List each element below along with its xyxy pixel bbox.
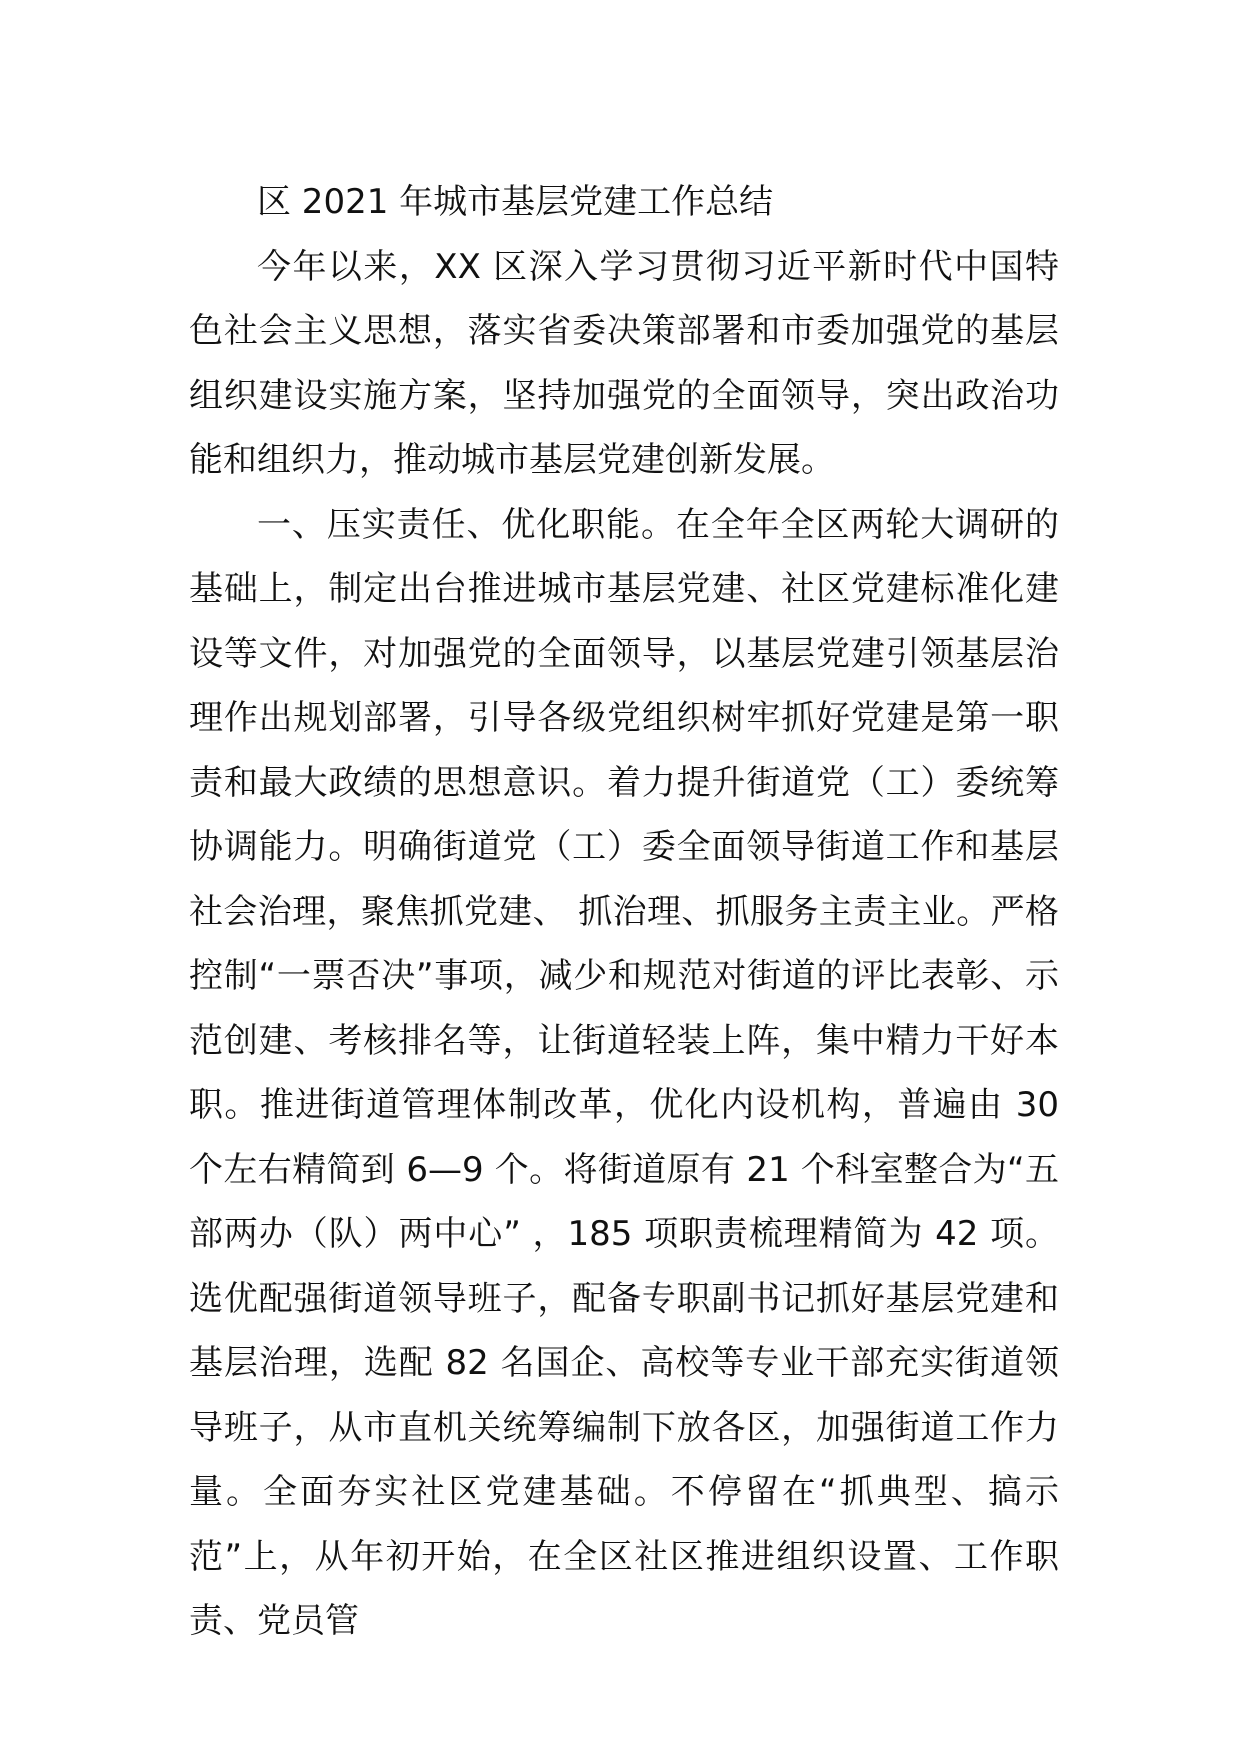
paragraph-intro: 今年以来，XX 区深入学习贯彻习近平新时代中国特色社会主义思想，落实省委决策部署和市委加强党的基层组织建设实施方案，坚持加强党的全面领导，突出政治功能和组织力，推动城市基层党建创新发展。: [189, 246, 1059, 480]
document-title: 区 2021 年城市基层党建工作总结: [257, 182, 774, 222]
paragraph-section-one: 一、压实责任、优化职能。在全年全区两轮大调研的基础上，制定出台推进城市基层党建、社区党建标准化建设等文件，对加强党的全面领导，以基层党建引领基层治理作出规划部署，引导各级党组织树牢抓好党建是第一职责和最大政绩的思想意识。着力提升街道党（工）委统筹协调能力。明确街道党（工）委全面领导街道工作和基层社会治理，聚焦抓党建、 抓治理、抓服务主责主业。严格控制“一票否决”事项，减少和规范对街道的评比表彰、示范创建、考核排名等，让街道轻装上阵，集中精力干好本职。推进街道管理体制改革，优化内设机构，普遍由 30 个左右精简到 6—9 个。将街道原有 21 个科室整合为“五部两办（队）两中心” ，185 项职责梳理精简为 42 项。选优配强街道领导班子，配备专职副书记抓好基层党建和基层治理，选配 82 名国企、高校等专业干部充实街道领导班子，从市直机关统筹编制下放各区，加强街道工作力量。全面夯实社区党建基础。不停留在“抓典型、搞示范”上，从年初开始，在全区社区推进组织设置、工作职责、党员管: [189, 504, 1059, 1641]
document-body: [189, 170, 1059, 1654]
